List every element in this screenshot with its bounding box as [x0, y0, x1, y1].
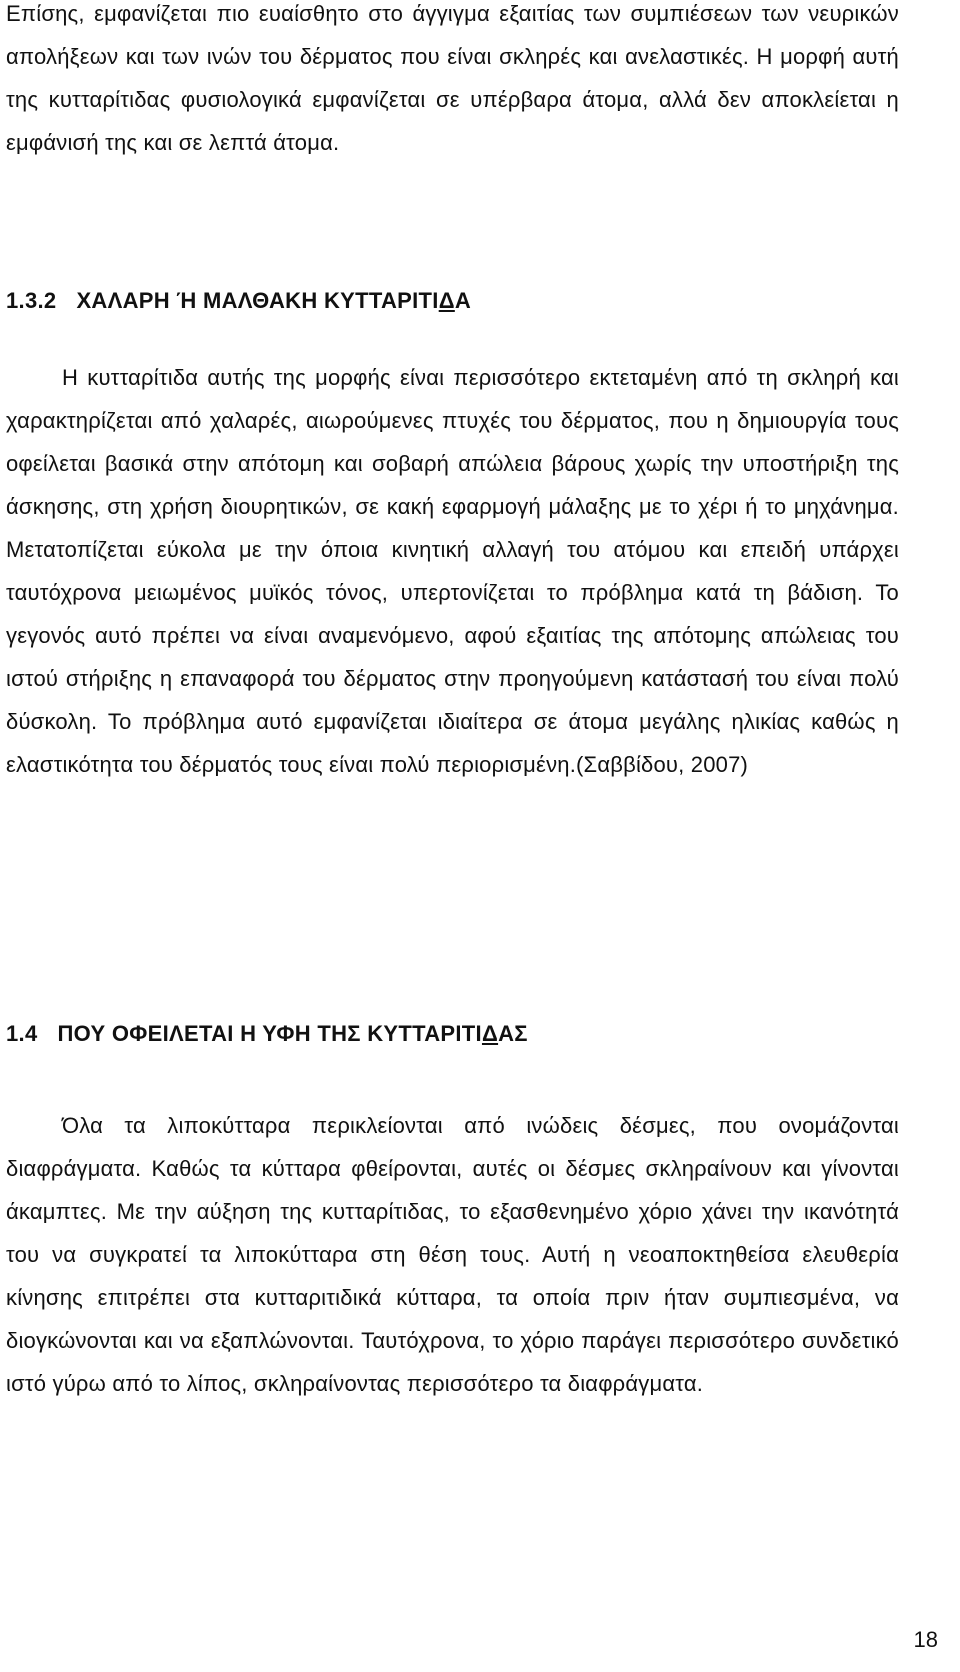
paragraph-intro: Επίσης, εμφανίζεται πιο ευαίσθητο στο άγγιγμα εξαιτίας των συμπιέσεων των νευρικών απολήξεων και των ινών του δέρματος που είναι σκληρές και ανελαστικές. Η μορφή αυτή της κυτταρίτιδας φυσιολογικά εμφανίζεται σε υπέρβαρα άτομα, αλλά δεν αποκλείεται η εμφάνισή της και σε λεπτά άτομα. — [6, 1, 899, 155]
page-number: 18 — [913, 1627, 938, 1652]
section-title-underlined-letter: Δ — [481, 1021, 499, 1046]
section-number: 1.4 — [6, 1021, 38, 1046]
section-title: ΠΟΥ ΟΦΕΙΛΕΤΑΙ Η ΥΦΗ ΤΗΣ ΚΥΤΤΑΡΙΤΙ — [57, 1021, 482, 1046]
section-number: 1.3.2 — [6, 288, 57, 313]
section-heading-1-4 — [6, 1021, 528, 1047]
section-title-end: ΑΣ — [498, 1021, 528, 1046]
paragraph-section-1-4: Όλα τα λιποκύτταρα περικλείονται από ινώδεις δέσμες, που ονομάζονται διαφράγματα. Καθώς τα κύτταρα φθείρονται, αυτές οι δέσμες σκληραίνουν και γίνονται άκαμπτες. Με την αύξηση της κυτταρίτιδας, το εξασθενημένο χόριο χάνει την ικανότητά του να συγκρατεί τα λιποκύτταρα στη θέση τους. Αυτή η νεοαποκτηθείσα ελευθερία κίνησης επιτρέπει στα κυτταριτιδικά κύτταρα, τα οποία πριν ήταν συμπιεσμένα, να διογκώνονται και να εξαπλώνονται. Ταυτόχρονα, το χόριο παράγει περισσότερο συνδετικό ιστό γύρω από το λίπος, σκληραίνοντας περισσότερο τα διαφράγματα. — [6, 1113, 899, 1396]
section-heading-1-3-2 — [6, 288, 471, 314]
section-title: ΧΑΛΑΡΗ Ή ΜΑΛΘΑΚΗ ΚΥΤΤΑΡΙΤΙ — [76, 288, 439, 313]
section-title-end: Α — [454, 288, 472, 313]
section-title-underlined-letter: Δ — [438, 288, 455, 313]
paragraph-section-1-3-2: Η κυτταρίτιδα αυτής της μορφής είναι περισσότερο εκτεταμένη από τη σκληρή και χαρακτηρίζεται από χαλαρές, αιωρούμενες πτυχές του δέρματος, που η δημιουργία τους οφείλεται βασικά στην απότομη και σοβαρή απώλεια βάρους χωρίς την υποστήριξη της άσκησης, στη χρήση διουρητικών, σε κακή εφαρμογή μάλαξης με το χέρι ή το μηχάνημα. Μετατοπίζεται εύκολα με την όποια κινητική αλλαγή του ατόμου και επειδή υπάρχει ταυτόχρονα μειωμένος μυϊκός τόνος, υπερτονίζεται το πρόβλημα κατά τη βάδιση. Το γεγονός αυτό πρέπει να είναι αναμενόμενο, αφού εξαιτίας της απότομης απώλειας του ιστού στήριξης η επαναφορά του δέρματος στην προηγούμενη κατάστασή του είναι πολύ δύσκολη. Το πρόβλημα αυτό εμφανίζεται ιδιαίτερα σε άτομα μεγάλης ηλικίας καθώς η ελαστικότητα του δέρματός τους είναι πολύ περιορισμένη.(Σαββίδου, 2007) — [6, 365, 899, 777]
